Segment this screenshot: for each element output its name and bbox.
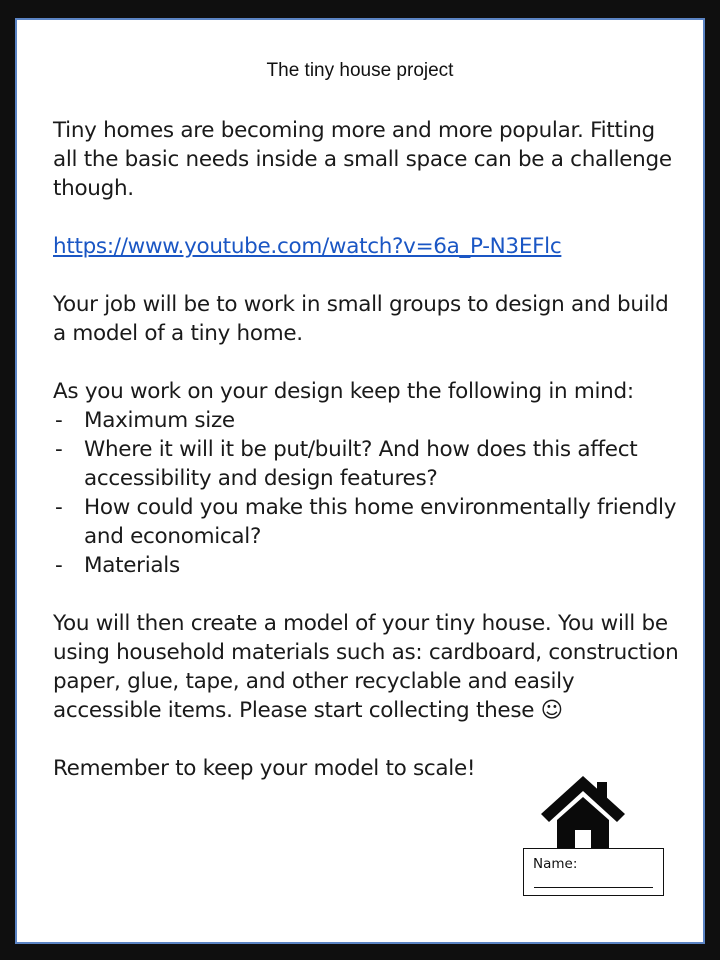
task-paragraph: Your job will be to work in small groups to design and build a model of a tiny home. <box>53 292 669 346</box>
considerations-list <box>53 406 679 580</box>
list-item: - Materials <box>53 551 679 580</box>
model-paragraph: You will then create a model of your tiny house. You will be using household materials such as: cardboard, construction paper, glue, tape, and other recyclable and easily accessible items. Please start collecting these ☺ <box>53 611 679 723</box>
list-item: - How could you make this home environmentally friendly and economical? <box>53 493 679 551</box>
name-line[interactable] <box>534 887 653 888</box>
house-image <box>520 728 670 840</box>
keep-in-mind-text: As you work on your design keep the following in mind: <box>53 379 634 404</box>
name-box <box>523 848 664 896</box>
video-link[interactable]: https://www.youtube.com/watch?v=6a_P-N3EFlc <box>53 234 562 259</box>
intro-paragraph: Tiny homes are becoming more and more popular. Fitting all the basic needs inside a small space can be a challenge though. <box>53 118 672 201</box>
list-item: - Where it will it be put/built? And how does this affect accessibility and design features? <box>53 435 679 493</box>
list-item: - Maximum size <box>53 406 679 435</box>
house-icon <box>541 776 625 850</box>
reminder-text: Remember to keep your model to scale! <box>53 756 476 781</box>
page-title: The tiny house project <box>266 60 454 81</box>
name-label: Name: <box>533 856 578 872</box>
body-text <box>53 116 679 783</box>
